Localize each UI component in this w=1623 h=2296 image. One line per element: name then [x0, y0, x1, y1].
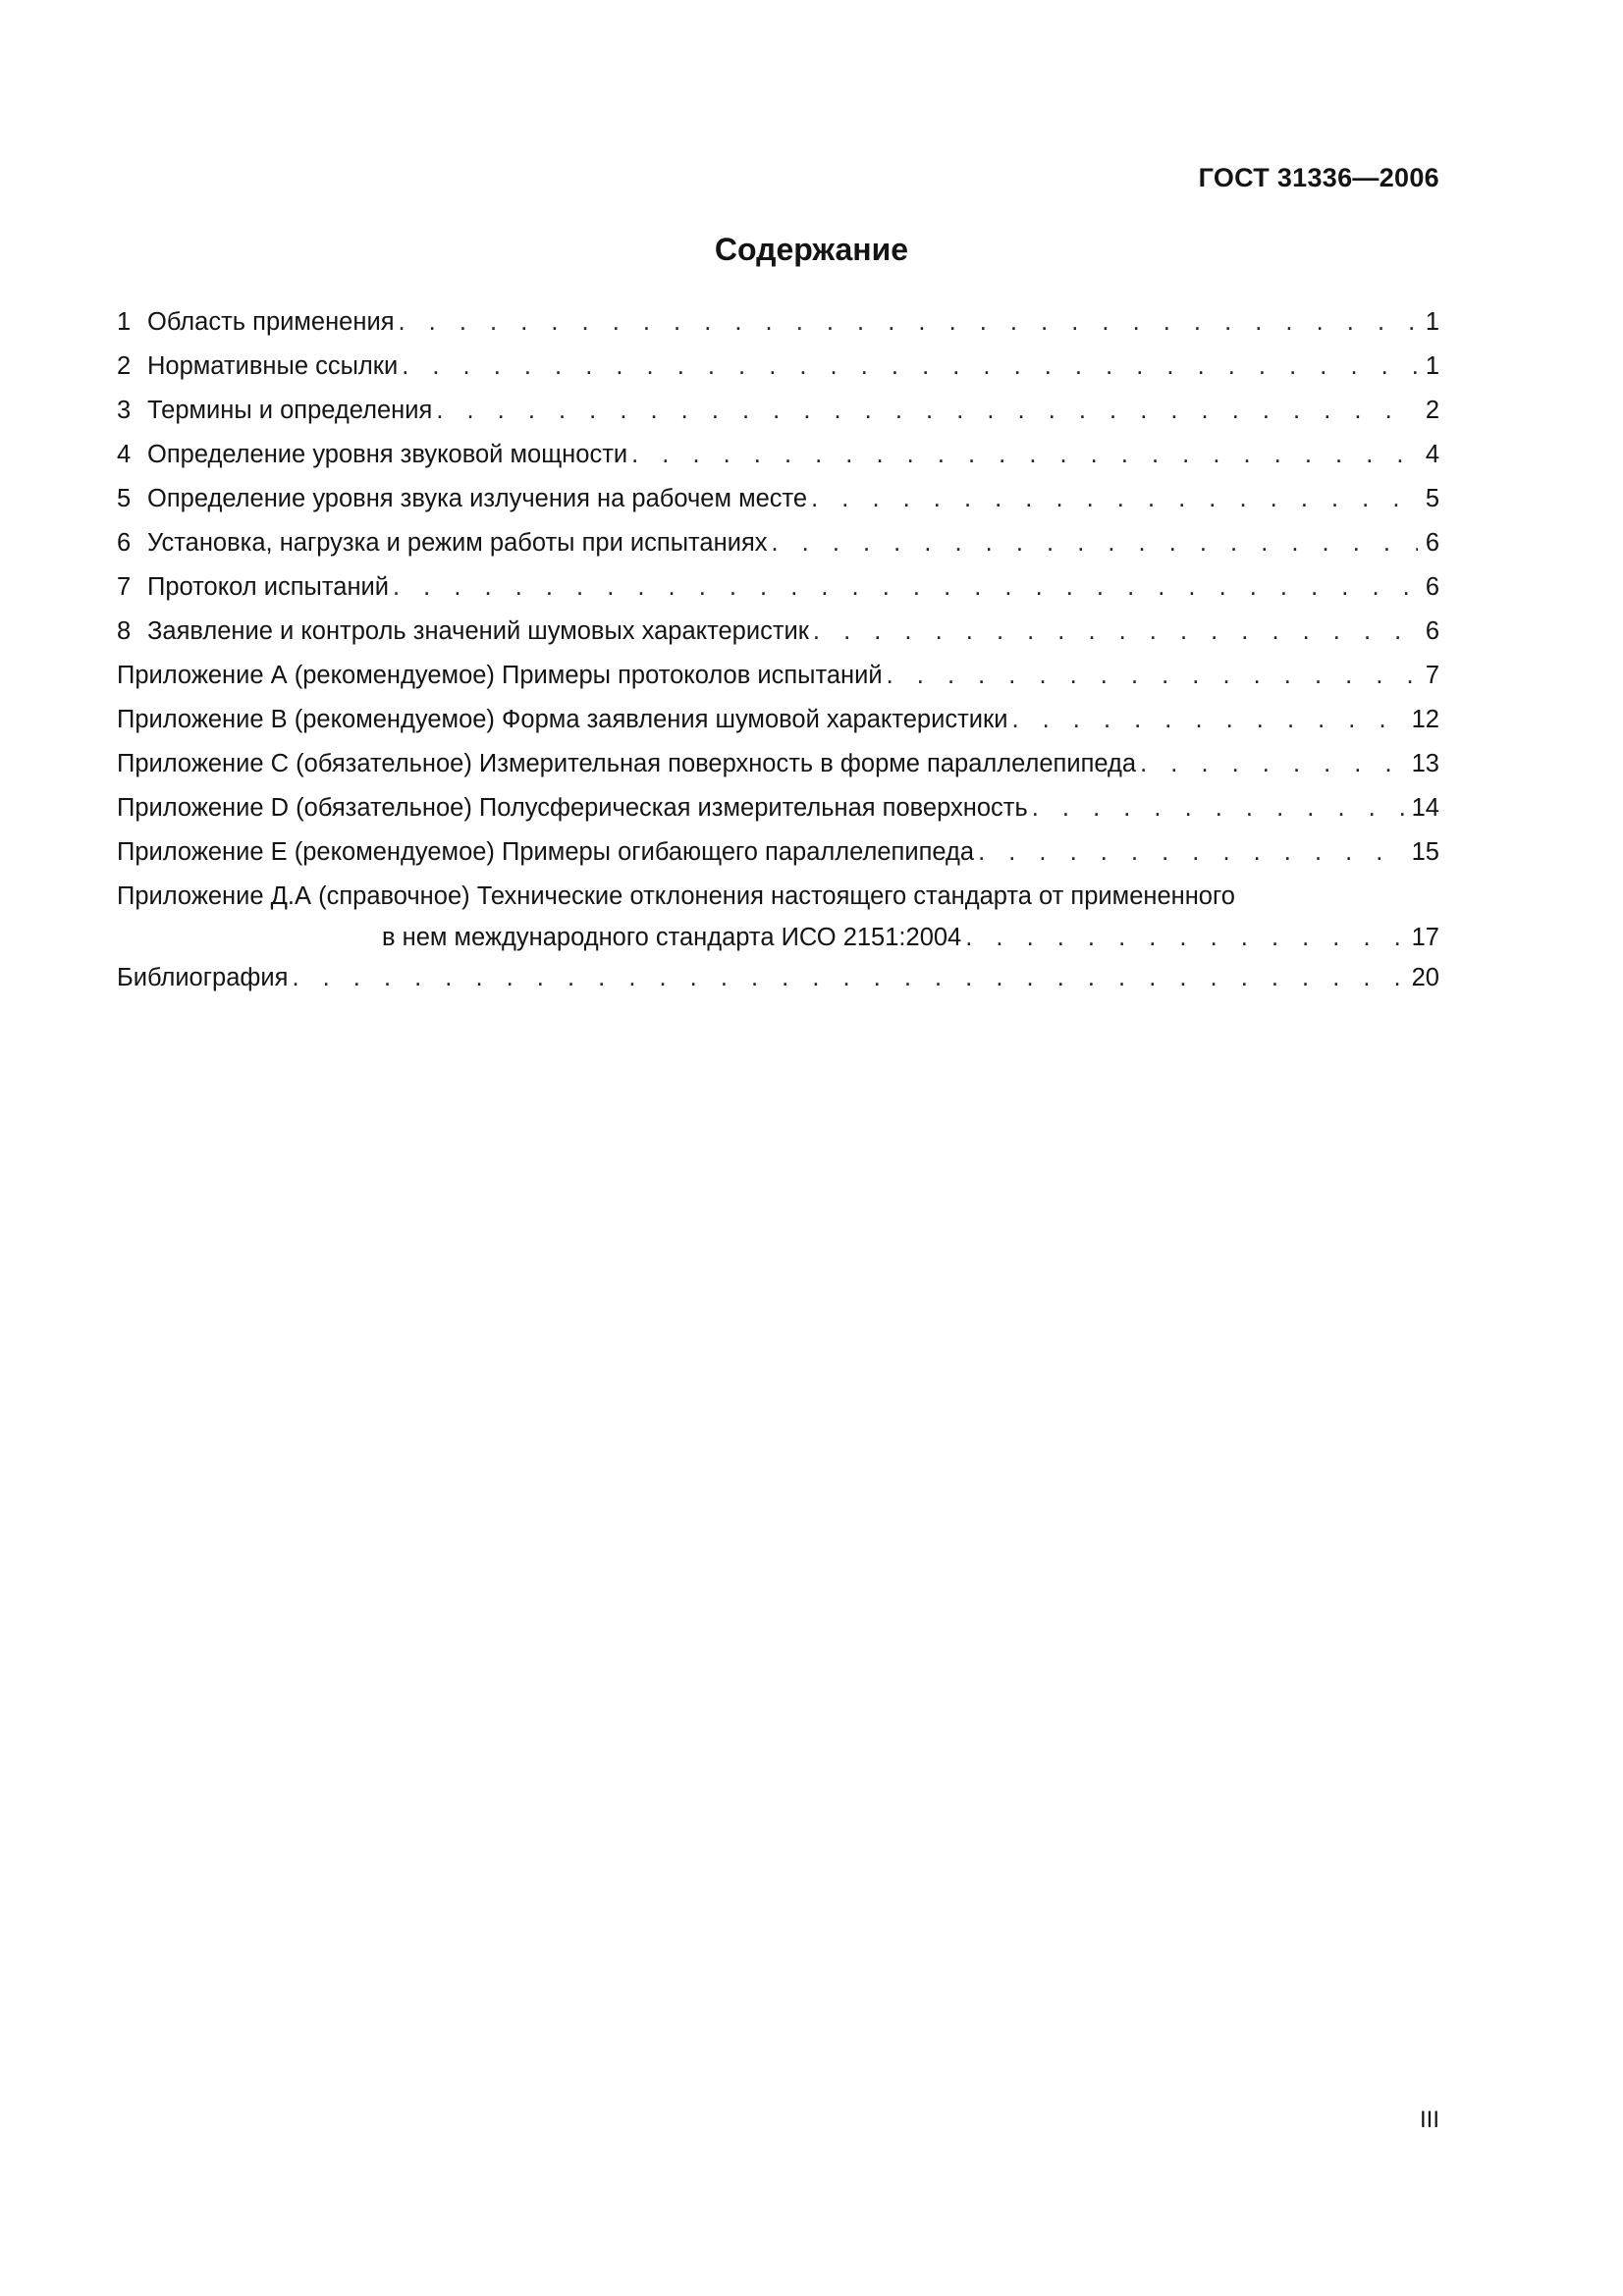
toc-entry-page: 1	[1425, 352, 1439, 380]
dot-leader	[811, 477, 1418, 521]
annex-label: Полусферическая измерительная поверхность	[478, 794, 1028, 822]
toc-entry-page: 4	[1425, 441, 1439, 468]
toc-entry-label: Определение уровня звука излучения на рабочем месте	[147, 485, 808, 512]
table-of-contents	[117, 300, 1439, 1000]
annex-page: 15	[1411, 838, 1439, 866]
annex-prefix: Приложение D (обязательное)	[117, 794, 472, 822]
dot-leader	[436, 389, 1418, 433]
dot-leader	[1032, 786, 1404, 830]
annex-prefix: Приложение Е (рекомендуемое)	[117, 838, 495, 866]
dot-leader	[292, 956, 1403, 1000]
toc-entry-5[interactable]	[117, 477, 1439, 521]
toc-entry-1[interactable]	[117, 300, 1439, 345]
dot-leader	[965, 919, 1403, 956]
document-code: ГОСТ 31336—2006	[1198, 163, 1439, 192]
dot-leader	[887, 654, 1418, 698]
toc-entry-number: 4	[117, 441, 132, 468]
dot-leader	[399, 300, 1418, 345]
bibliography-label: Библиография	[117, 964, 289, 991]
annex-page: 7	[1425, 662, 1439, 689]
annex-prefix: Приложение С (обязательное)	[117, 750, 472, 777]
toc-entry-number: 6	[117, 529, 132, 557]
toc-entry-label: Термины и определения	[147, 397, 433, 424]
annex-label: Измерительная поверхность в форме параллелепипеда	[478, 750, 1137, 777]
toc-entry-page: 6	[1425, 573, 1439, 601]
toc-bibliography[interactable]	[117, 956, 1439, 1000]
dot-leader	[1140, 742, 1404, 786]
toc-annex-da[interactable]	[117, 875, 1439, 956]
toc-entry-label: Определение уровня звуковой мощности	[147, 441, 628, 468]
toc-entry-7[interactable]	[117, 565, 1439, 610]
annex-label: Примеры огибающего параллелепипеда	[502, 838, 975, 866]
annex-page: 17	[1411, 924, 1439, 951]
toc-entry-number: 7	[117, 573, 132, 601]
annex-prefix: Приложение А (рекомендуемое)	[117, 662, 495, 689]
toc-entry-4[interactable]	[117, 433, 1439, 477]
dot-leader	[402, 345, 1418, 389]
dot-leader	[1011, 698, 1403, 742]
annex-label-line-1: Технические отклонения настоящего стандарта от примененного	[476, 882, 1235, 910]
toc-entry-number: 3	[117, 397, 132, 424]
toc-entry-number: 2	[117, 352, 132, 380]
toc-entry-8[interactable]	[117, 610, 1439, 654]
toc-annex-d[interactable]	[117, 786, 1439, 830]
annex-label-line-2: в нем международного стандарта ИСО 2151:2004	[382, 924, 962, 951]
toc-entry-page: 6	[1425, 529, 1439, 557]
annex-page: 12	[1411, 706, 1439, 733]
toc-annex-b[interactable]	[117, 698, 1439, 742]
annex-page: 14	[1411, 794, 1439, 822]
toc-entry-page: 6	[1425, 617, 1439, 645]
toc-entry-3[interactable]	[117, 389, 1439, 433]
page-number: III	[1419, 2107, 1439, 2133]
toc-annex-a[interactable]	[117, 654, 1439, 698]
page-title: Содержание	[714, 232, 909, 267]
annex-prefix: Приложение Д.А (справочное)	[117, 882, 470, 910]
toc-entry-label: Установка, нагрузка и режим работы при испытаниях	[147, 529, 768, 557]
toc-annex-e[interactable]	[117, 830, 1439, 875]
toc-entry-number: 5	[117, 485, 132, 512]
toc-entry-label: Заявление и контроль значений шумовых характеристик	[147, 617, 809, 645]
annex-label: Форма заявления шумовой характеристики	[502, 706, 1008, 733]
toc-entry-label: Нормативные ссылки	[147, 352, 399, 380]
toc-entry-page: 1	[1425, 308, 1439, 336]
toc-entry-page: 5	[1425, 485, 1439, 512]
toc-entry-number: 1	[117, 308, 132, 336]
dot-leader	[631, 433, 1418, 477]
dot-leader	[772, 521, 1418, 565]
toc-entry-page: 2	[1425, 397, 1439, 424]
toc-annex-c[interactable]	[117, 742, 1439, 786]
toc-entry-6[interactable]	[117, 521, 1439, 565]
toc-entry-label: Протокол испытаний	[147, 573, 390, 601]
annex-label: Примеры протоколов испытаний	[502, 662, 883, 689]
toc-entry-2[interactable]	[117, 345, 1439, 389]
dot-leader	[393, 565, 1418, 610]
toc-entry-number: 8	[117, 617, 132, 645]
annex-page: 13	[1411, 750, 1439, 777]
dot-leader	[978, 830, 1404, 875]
bibliography-page: 20	[1411, 964, 1439, 991]
annex-prefix: Приложение В (рекомендуемое)	[117, 706, 495, 733]
toc-entry-label: Область применения	[147, 308, 395, 336]
dot-leader	[813, 610, 1418, 654]
